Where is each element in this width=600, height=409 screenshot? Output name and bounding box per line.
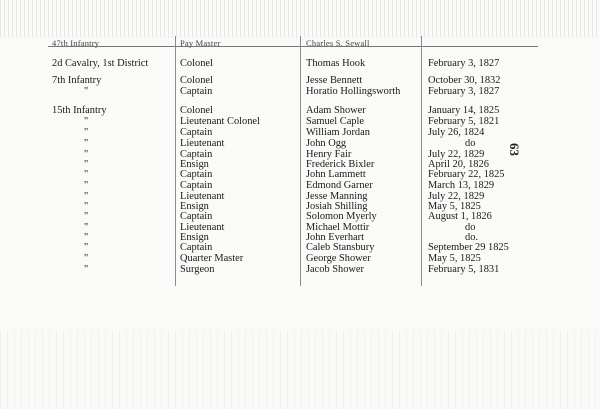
cell-rank: Lieutenant Colonel [180,116,260,127]
cell-name: John Ogg [306,138,347,149]
table-row [0,127,600,138]
cell-rank: Captain [180,242,213,253]
cell-name: Jacob Shower [306,264,365,275]
cell-unit: " [84,138,89,149]
cell-rank: Colonel [180,58,213,69]
cell-rank: Captain [180,211,213,222]
cell-name: Caleb Stansbury [306,242,375,253]
cell-name: George Shower [306,253,371,264]
cell-date: July 26, 1824 [428,127,485,138]
cell-date: do [465,222,476,233]
cell-name: John Lammett [306,169,366,180]
cell-date: October 30, 1832 [428,75,501,86]
cell-date: do [465,138,476,149]
cell-date: February 3, 1827 [428,58,500,69]
cell-unit: 2d Cavalry, 1st District [52,58,149,69]
cell-unit: " [84,253,89,264]
table-row [0,58,600,69]
cell-name: Michael Mottir [306,222,370,233]
cell-name: Henry Fair [306,149,352,160]
cell-rank: Lieutenant [180,138,225,149]
cell-rank: Captain [180,86,213,97]
cell-name: Samuel Caple [306,116,365,127]
cell-unit: " [84,191,89,202]
cell-date: August 1, 1826 [428,211,492,222]
table-row [0,169,600,180]
cell-rank: Captain [180,127,213,138]
table-row [0,211,600,222]
cell-date: March 13, 1829 [428,180,495,191]
table-row [0,116,600,127]
cell-date: July 22, 1829 [428,149,485,160]
scan-noise-bottom [0,330,600,409]
cell-rank: Captain [180,149,213,160]
cell-date: February 5, 1821 [428,116,500,127]
cell-name: Adam Shower [306,105,366,116]
cell-unit: " [84,242,89,253]
cell-name: John Everhart [306,232,364,243]
cell-rank: Lieutenant [180,191,225,202]
header-col2: Charles S. Sewall [306,38,370,48]
cell-name: Frederick Bixler [306,159,375,170]
cell-rank: Ensign [180,232,209,243]
cell-date: February 22, 1825 [428,169,505,180]
cell-name: Solomon Myerly [306,211,377,222]
page-number: 63 [507,143,522,156]
cell-rank: Colonel [180,105,213,116]
cell-unit: 15th Infantry [52,105,107,116]
cell-unit: " [84,116,89,127]
table-row [0,75,600,86]
table-row [0,242,600,253]
cell-unit: " [84,201,89,212]
cell-name: Horatio Hollingsworth [306,86,401,97]
cell-date: May 5, 1825 [428,253,481,264]
cell-date: July 22, 1829 [428,191,485,202]
cell-unit: " [84,222,89,233]
table-row [0,264,600,275]
cell-unit: " [84,86,89,97]
table-row [0,180,600,191]
cell-name: Jesse Bennett [306,75,363,86]
cell-date: February 5, 1831 [428,264,500,275]
cell-name: Thomas Hook [306,58,366,69]
cell-date: do. [465,232,478,243]
cell-unit: " [84,127,89,138]
cell-unit: " [84,232,89,243]
table-row [0,105,600,116]
cell-rank: Lieutenant [180,222,225,233]
cell-name: Jesse Manning [306,191,368,202]
cell-unit: " [84,264,89,275]
cell-name: Josiah Shilling [306,201,368,212]
cell-unit: " [84,169,89,180]
cell-unit: " [84,149,89,160]
cell-rank: Quarter Master [180,253,244,264]
scan-noise-top [0,0,600,38]
cell-unit: " [84,180,89,191]
cell-date: May 5, 1825 [428,201,481,212]
cell-unit: " [84,159,89,170]
table-row [0,253,600,264]
cell-name: Edmond Garner [306,180,373,191]
cell-unit: " [84,211,89,222]
cell-rank: Captain [180,169,213,180]
cell-date: January 14, 1825 [428,105,500,116]
table-row [0,86,600,97]
cell-rank: Colonel [180,75,213,86]
header-row [0,38,600,49]
cell-rank: Ensign [180,159,209,170]
cell-rank: Ensign [180,201,209,212]
header-col0: 47th Infantry [52,38,100,48]
cell-date: September 29 1825 [428,242,509,253]
header-col1: Pay Master [180,38,221,48]
cell-date: April 20, 1826 [428,159,489,170]
cell-rank: Captain [180,180,213,191]
cell-rank: Surgeon [180,264,215,275]
cell-name: William Jordan [306,127,370,138]
cell-unit: 7th Infantry [52,75,102,86]
cell-date: February 3, 1827 [428,86,500,97]
